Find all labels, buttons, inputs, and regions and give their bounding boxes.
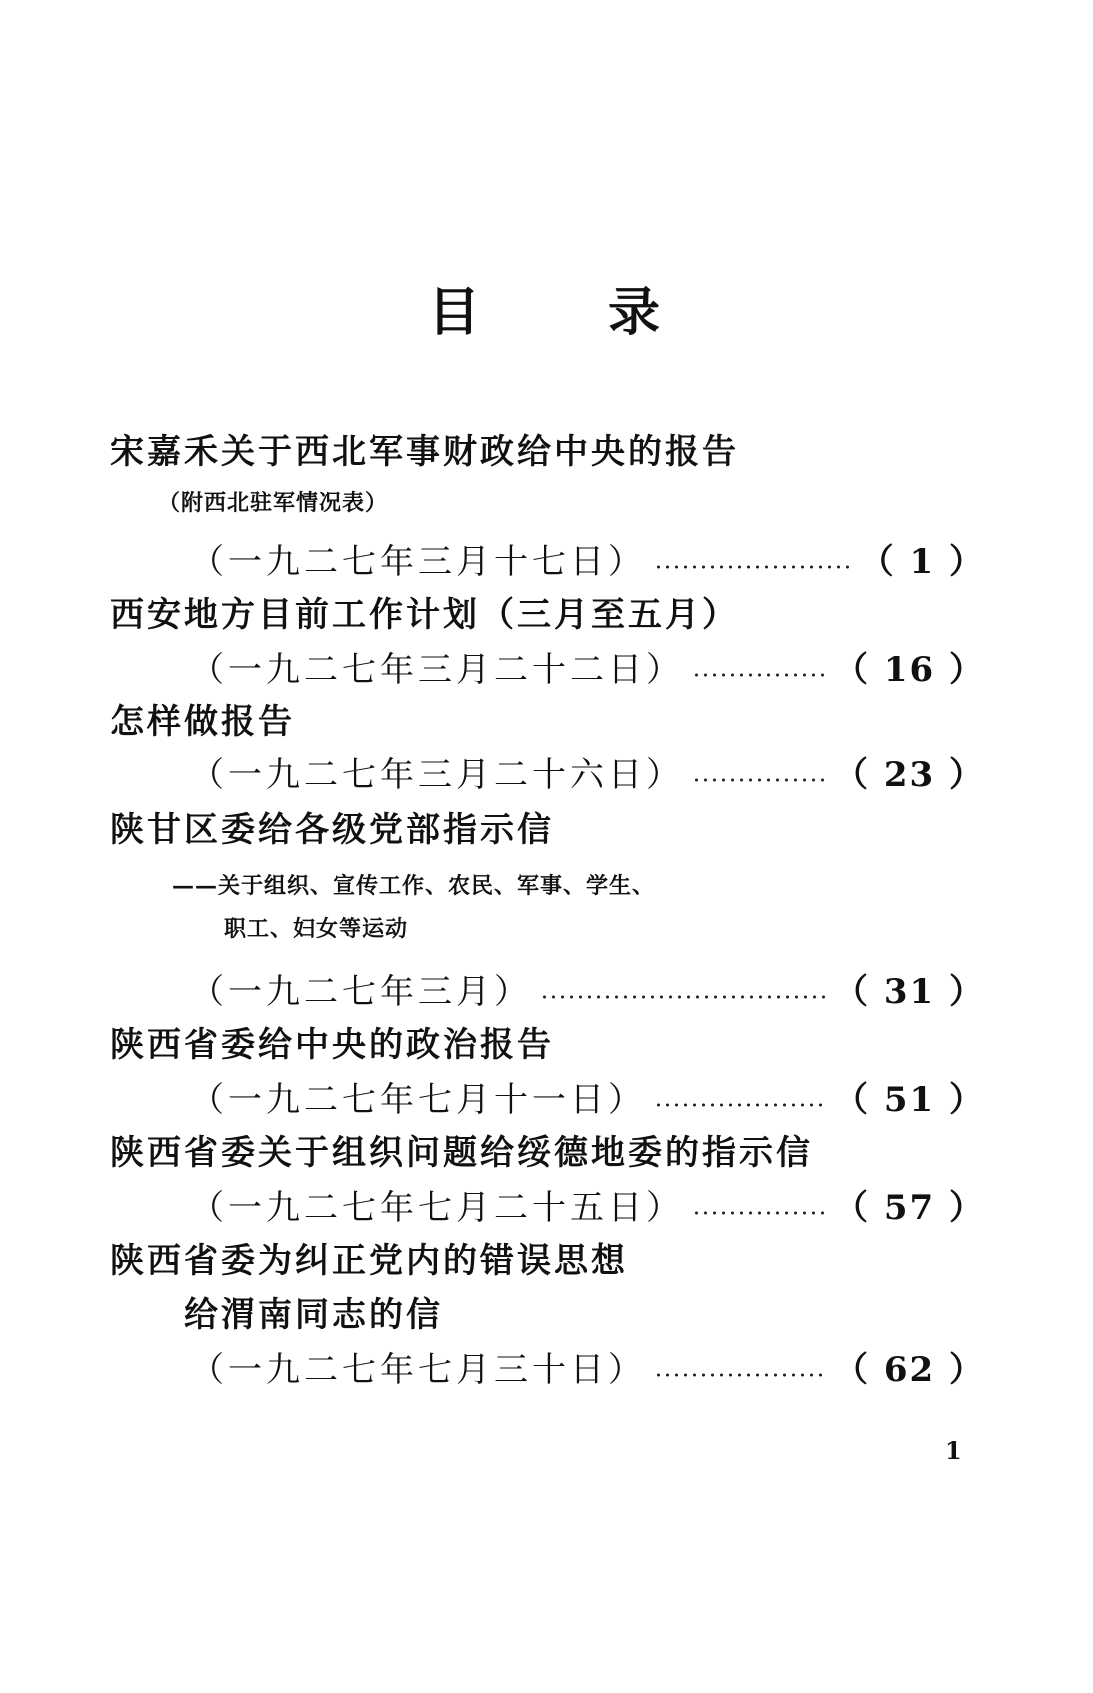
entry-3-date: （一九二七年三月二十六日） <box>190 755 684 795</box>
entry-5-date: （一九二七年七月十一日） <box>190 1080 646 1120</box>
entry-2-date: （一九二七年三月二十二日） <box>190 650 684 690</box>
dot-leader <box>654 1103 826 1107</box>
dot-leader <box>692 1211 826 1215</box>
entry-6-date: （一九二七年七月二十五日） <box>190 1188 684 1228</box>
entry-1-subtitle: （附西北驻军情况表） <box>158 490 389 516</box>
page-number: 1 <box>945 1436 962 1465</box>
dot-leader <box>540 995 826 999</box>
entry-7-dateline <box>190 1348 985 1392</box>
dot-leader <box>692 778 826 782</box>
entry-2-page: （ 16 ） <box>834 650 985 690</box>
entry-1-dateline <box>190 540 985 584</box>
entry-2-dateline <box>190 648 985 692</box>
entry-6-dateline <box>190 1186 985 1230</box>
entry-3-title: 怎样做报告 <box>110 702 295 742</box>
entry-3-dateline <box>190 753 985 797</box>
entry-4-subtitle-line-2: 职工、妇女等运动 <box>224 916 409 942</box>
entry-4-page: （ 31 ） <box>834 972 985 1012</box>
entry-1-page: （ 1 ） <box>859 542 985 582</box>
dot-leader <box>654 1373 826 1377</box>
entry-3-page: （ 23 ） <box>834 755 985 795</box>
entry-2-title: 西安地方目前工作计划（三月至五月） <box>110 595 739 635</box>
entry-7-date: （一九二七年七月三十日） <box>190 1350 646 1390</box>
entry-6-title: 陕西省委关于组织问题给绥德地委的指示信 <box>110 1133 813 1173</box>
entry-5-page: （ 51 ） <box>834 1080 985 1120</box>
entry-7-title-line-2: 给渭南同志的信 <box>184 1295 443 1335</box>
entry-1-date: （一九二七年三月十七日） <box>190 542 646 582</box>
entry-7-page: （ 62 ） <box>834 1350 985 1390</box>
toc-title-char-1: 目 <box>428 283 481 343</box>
entry-4-title: 陕甘区委给各级党部指示信 <box>110 810 554 850</box>
entry-4-date: （一九二七年三月） <box>190 972 532 1012</box>
toc-title-char-2: 录 <box>608 283 661 343</box>
entry-7-title-line-1: 陕西省委为纠正党内的错误思想 <box>110 1241 628 1281</box>
entry-1-title: 宋嘉禾关于西北军事财政给中央的报告 <box>110 432 739 472</box>
entry-6-page: （ 57 ） <box>834 1188 985 1228</box>
dot-leader <box>654 565 852 569</box>
entry-5-dateline <box>190 1078 985 1122</box>
dot-leader <box>692 673 826 677</box>
entry-4-subtitle-line-1: ——关于组织、宣传工作、农民、军事、学生、 <box>172 873 656 899</box>
entry-5-title: 陕西省委给中央的政治报告 <box>110 1025 554 1065</box>
toc-title <box>0 283 1093 353</box>
entry-4-dateline <box>190 970 985 1014</box>
